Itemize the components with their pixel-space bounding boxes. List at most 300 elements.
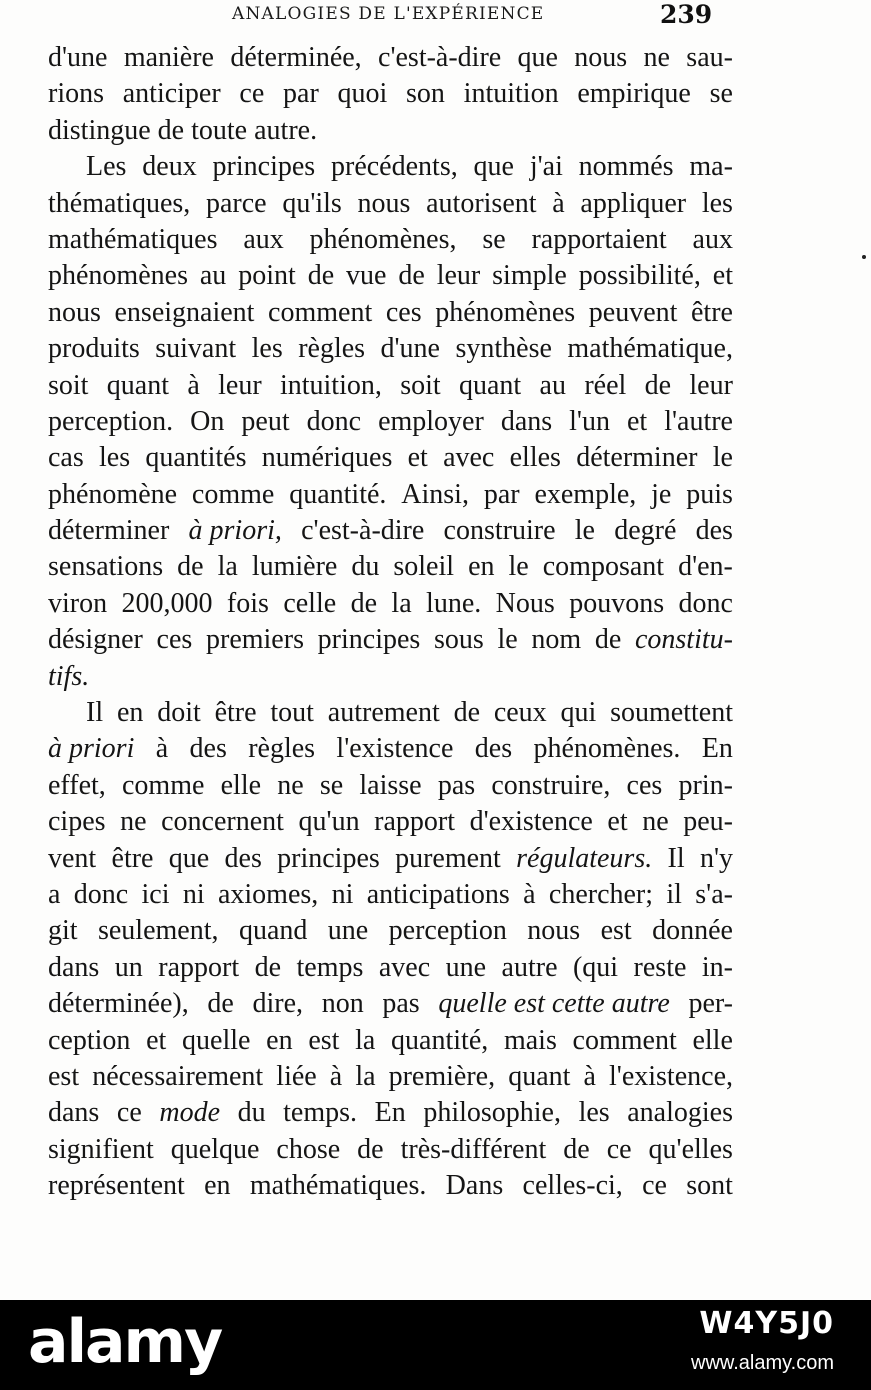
word: c'est-à-dire (301, 515, 425, 547)
word: a (48, 878, 61, 910)
word: thématiques, (48, 187, 191, 219)
word: et (712, 260, 733, 292)
word: principes (212, 151, 316, 183)
text-line (48, 804, 733, 840)
word: purement (395, 842, 501, 874)
word: quant (508, 1060, 571, 1092)
word: chose (276, 1133, 341, 1165)
word: nous (527, 915, 581, 947)
word: doit (157, 697, 201, 729)
word: puis (686, 478, 733, 510)
text-line (48, 513, 733, 549)
word: quantité. (289, 478, 387, 510)
word: qu'un (298, 806, 360, 838)
word: On (190, 405, 225, 437)
word: il (666, 878, 682, 910)
word: de (307, 260, 335, 292)
text-line (48, 1095, 733, 1131)
text-line (48, 76, 733, 112)
word: j'ai (529, 151, 563, 183)
word: autorisent (426, 187, 537, 219)
word: En (701, 733, 733, 765)
word: quoi (337, 78, 388, 110)
word: être (691, 296, 733, 328)
word: temps (296, 951, 364, 983)
word: du (351, 551, 380, 583)
italic-word: à priori, (188, 515, 282, 547)
word: et (626, 405, 648, 437)
word: git (48, 915, 78, 947)
word: déterminer (576, 442, 698, 474)
word: en (204, 1170, 231, 1202)
word: être (111, 842, 154, 874)
text-line (48, 622, 733, 658)
word: l'autre (664, 405, 733, 437)
word: lumière (251, 551, 338, 583)
word: possibilité, (578, 260, 701, 292)
word: est (48, 1060, 80, 1092)
word: ception (48, 1024, 131, 1056)
word: cas (48, 442, 84, 474)
word: du (237, 1097, 266, 1129)
text-line (48, 258, 733, 294)
word: précédents, (331, 151, 458, 183)
word: la (391, 587, 412, 619)
word: quant (106, 369, 170, 401)
word: une (327, 915, 369, 947)
text-line (48, 731, 733, 767)
word: per- (688, 988, 733, 1020)
word: quantité, (391, 1024, 489, 1056)
word: ce (606, 1133, 632, 1165)
word: dans (500, 405, 553, 437)
italic-word: tifs. (48, 660, 90, 692)
word: dire, (252, 988, 304, 1020)
text-line (48, 586, 733, 622)
word: se (709, 78, 733, 110)
word: de (207, 988, 234, 1020)
body-text (48, 40, 733, 1205)
page-number: 239 (660, 0, 713, 29)
word: de (254, 951, 282, 983)
word: quant (459, 369, 522, 401)
word: mathématiques (48, 223, 218, 255)
word: au (539, 369, 566, 401)
word: principes (277, 842, 380, 874)
word: deux (142, 151, 197, 183)
word: que (473, 151, 514, 183)
text-line (48, 222, 733, 258)
word: parce (206, 187, 267, 219)
word: le (712, 442, 733, 474)
text-line (48, 295, 733, 331)
word: d'existence (469, 806, 593, 838)
word: donc (306, 405, 362, 437)
word: rapportaient (531, 223, 667, 255)
word: elles (509, 442, 561, 474)
word: soleil (393, 551, 455, 583)
word: de (644, 369, 672, 401)
word: des (189, 733, 227, 765)
word: nommés (578, 151, 674, 183)
word: déterminée, (230, 42, 362, 73)
margin-speck (862, 255, 866, 259)
word: prin- (678, 769, 733, 801)
word: vent (48, 842, 97, 874)
word: simple (492, 260, 567, 292)
word: Il (667, 842, 685, 874)
word: autre (501, 951, 558, 983)
word: comme (121, 769, 205, 801)
word: dans (48, 951, 100, 983)
word: principes (317, 624, 421, 656)
running-title: ANALOGIES DE L'EXPÉRIENCE (232, 4, 545, 24)
word: de (563, 1133, 590, 1165)
word: ne (120, 806, 147, 838)
word: d'une (380, 333, 440, 365)
text-line (48, 1059, 733, 1095)
word: une (445, 951, 487, 983)
word: autrement (327, 697, 440, 729)
word: ces (626, 769, 663, 801)
word: donc (73, 878, 129, 910)
word: ceux (493, 697, 547, 729)
italic-word: à priori (48, 733, 135, 765)
word: déterminée), (48, 988, 189, 1020)
word: l'existence (336, 733, 454, 765)
word: nom (531, 624, 582, 656)
text-line (48, 368, 733, 404)
watermark-bar (0, 1300, 871, 1390)
word: soit (400, 369, 441, 401)
word: je (651, 478, 672, 510)
word: (qui (572, 951, 619, 983)
text-line (48, 695, 733, 731)
word: de (398, 260, 425, 292)
word: s'a- (695, 878, 733, 910)
text-line (48, 331, 733, 367)
text-line (48, 1132, 733, 1168)
text-line (48, 986, 733, 1022)
word: est (600, 915, 632, 947)
word: en (468, 551, 495, 583)
word: qu'elles (648, 1133, 733, 1165)
word: et (607, 806, 628, 838)
word: Ainsi, (401, 478, 469, 510)
word: analogies (627, 1097, 733, 1129)
word: ne (277, 769, 304, 801)
word: distingue (48, 114, 151, 146)
word: en (266, 1024, 293, 1056)
word: de (453, 697, 480, 729)
word: elle (220, 769, 262, 801)
word: intuition (463, 78, 559, 110)
word: à (187, 369, 200, 401)
word: nous (48, 296, 101, 328)
text-line (48, 1168, 733, 1204)
word: de (357, 1133, 384, 1165)
word: mathématique, (567, 333, 733, 365)
word: Nous (495, 587, 555, 619)
word: soumettent (610, 697, 733, 729)
word: que (517, 42, 558, 73)
word: ces (385, 296, 422, 328)
image-id: W4Y5J0 (699, 1306, 834, 1341)
word: vue (346, 260, 387, 292)
word: ce (116, 1097, 142, 1129)
word: intuition, (279, 369, 382, 401)
word: pas (437, 769, 476, 801)
word: comment (572, 1024, 677, 1056)
word: celle (283, 587, 337, 619)
word: ma- (689, 151, 733, 183)
word: son (406, 78, 445, 110)
word: enseignaient (114, 296, 255, 328)
word: les (99, 442, 131, 474)
word: la (355, 1060, 376, 1092)
word: phénomène (48, 478, 178, 510)
word: in- (701, 951, 733, 983)
word: concernent (161, 806, 284, 838)
word: fois (226, 587, 269, 619)
word: leur (218, 369, 262, 401)
text-line (48, 404, 733, 440)
italic-word: quelle est cette autre (438, 988, 670, 1020)
word: effet, (48, 769, 106, 801)
text-line (48, 768, 733, 804)
word: de (157, 114, 185, 146)
word: à (552, 187, 565, 219)
word: règles (248, 733, 316, 765)
word: En (374, 1097, 406, 1129)
word: peuvent (588, 296, 678, 328)
word: qui (560, 697, 597, 729)
word: reste (633, 951, 687, 983)
word: ce (642, 1170, 667, 1202)
text-line (48, 877, 733, 913)
word: temps. (283, 1097, 358, 1129)
word: réel (584, 369, 627, 401)
word: avec (443, 442, 495, 474)
italic-word: régulateurs. (516, 842, 653, 874)
word: l'un (569, 405, 610, 437)
word: ne (643, 42, 670, 73)
word: ces (156, 624, 193, 656)
word: laisse (359, 769, 422, 801)
word: employer (378, 405, 484, 437)
word: construire, (491, 769, 611, 801)
word: ici (141, 878, 170, 910)
word: avec (378, 951, 431, 983)
word: être (214, 697, 257, 729)
word: peu- (683, 806, 733, 838)
word: leur (689, 369, 733, 401)
word: donnée (652, 915, 733, 947)
word: anticipations (366, 878, 510, 910)
word: représentent (48, 1170, 185, 1202)
word: le (508, 551, 529, 583)
word: quand (238, 915, 308, 947)
word: construire (443, 515, 556, 547)
word: nécessairement (92, 1060, 264, 1092)
italic-word: constitu- (634, 624, 733, 656)
word: les (578, 1097, 610, 1129)
word: mathématiques. (249, 1170, 427, 1202)
word: à (583, 1060, 596, 1092)
word: nous (574, 42, 628, 73)
word: au (199, 260, 227, 292)
word: degré (614, 515, 677, 547)
word: toute (191, 114, 248, 146)
word: de (350, 587, 378, 619)
site-url: www.alamy.com (691, 1352, 834, 1374)
word: n'y (699, 842, 733, 874)
word: phénomènes, (309, 223, 457, 255)
word: à (155, 733, 169, 765)
word: de (177, 551, 204, 583)
text-line (48, 40, 733, 76)
word: ne (642, 806, 669, 838)
word: liée (276, 1060, 317, 1092)
word: ce (239, 78, 265, 110)
word: les (251, 333, 283, 365)
word: sont (686, 1170, 733, 1202)
word: l'existence, (609, 1060, 733, 1092)
text-line (48, 113, 733, 149)
word: des (695, 515, 733, 547)
text-line (48, 186, 733, 222)
text-line (48, 659, 733, 695)
text-line (48, 1023, 733, 1059)
word: synthèse (455, 333, 552, 365)
word: quelle (182, 1024, 251, 1056)
word: la (217, 551, 238, 583)
word: comment (268, 296, 373, 328)
word: la (355, 1024, 376, 1056)
word: exemple, (534, 478, 637, 510)
word: un (114, 951, 143, 983)
word: seulement, (97, 915, 219, 947)
word: sous (433, 624, 484, 656)
word: en (116, 697, 144, 729)
word: déterminer (48, 515, 170, 547)
word: rions (48, 78, 104, 110)
word: phénomènes. (533, 733, 681, 765)
word: par (483, 478, 520, 510)
word: très-différent (400, 1133, 547, 1165)
word: phénomènes (48, 260, 188, 292)
word: perception (388, 915, 507, 947)
text-line (48, 913, 733, 949)
word: donc (678, 587, 733, 619)
word: le (497, 624, 518, 656)
word: sau- (686, 42, 733, 73)
word: signifient (48, 1133, 154, 1165)
italic-word: mode (159, 1097, 220, 1129)
word: mais (503, 1024, 557, 1056)
word: qu'ils (282, 187, 342, 219)
word: philosophie, (423, 1097, 561, 1129)
word: Dans (445, 1170, 504, 1202)
word: désigner (48, 624, 143, 656)
word: se (319, 769, 344, 801)
word: suivant (155, 333, 237, 365)
word: point (238, 260, 296, 292)
word: manière (123, 42, 214, 73)
word: sensations (48, 551, 164, 583)
word: soit (48, 369, 89, 401)
word: règles (298, 333, 366, 365)
alamy-logo: alamy (28, 1307, 222, 1377)
word: nous (357, 187, 411, 219)
text-line (48, 149, 733, 185)
word: appliquer (580, 187, 687, 219)
word: perception. (48, 405, 174, 437)
word: aux (243, 223, 284, 255)
word: composant (542, 551, 665, 583)
word: quelque (170, 1133, 260, 1165)
word: viron (48, 587, 108, 619)
word: tout (270, 697, 314, 729)
text-line (48, 549, 733, 585)
word: des (474, 733, 513, 765)
word: premiers (206, 624, 304, 656)
text-line (48, 440, 733, 476)
word: d'en- (678, 551, 733, 583)
word: non (321, 988, 364, 1020)
word: axiomes, (217, 878, 319, 910)
word: pouvons (569, 587, 665, 619)
word: à (329, 1060, 343, 1092)
word: d'une (48, 42, 108, 73)
word: produits (48, 333, 140, 365)
word: le (574, 515, 595, 547)
word: des (224, 842, 262, 874)
word: chercher; (548, 878, 654, 910)
word: et (407, 442, 428, 474)
word: autre. (254, 114, 318, 146)
word: celles-ci, (522, 1170, 623, 1202)
word: à (523, 878, 536, 910)
word: pas (382, 988, 420, 1020)
word: que (168, 842, 210, 874)
word: elle (692, 1024, 733, 1056)
word: de (594, 624, 622, 656)
word: est (308, 1024, 340, 1056)
word: c'est-à-dire (378, 42, 502, 73)
word: anticiper (122, 78, 221, 110)
text-line (48, 841, 733, 877)
word: ni (182, 878, 205, 910)
word: lune. (426, 587, 482, 619)
word: comme (191, 478, 275, 510)
word: empirique (577, 78, 691, 110)
word: les (701, 187, 733, 219)
word: dans (48, 1097, 100, 1129)
word: leur (436, 260, 481, 292)
word: rapport (374, 806, 456, 838)
word: numériques (261, 442, 393, 474)
word: 200,000 (121, 587, 213, 619)
word: peut (241, 405, 290, 437)
word: phénomènes (435, 296, 576, 328)
text-line (48, 477, 733, 513)
word: rapport (158, 951, 240, 983)
word: Il (86, 697, 104, 729)
text-line (48, 950, 733, 986)
word: première, (388, 1060, 496, 1092)
word: aux (692, 223, 733, 255)
